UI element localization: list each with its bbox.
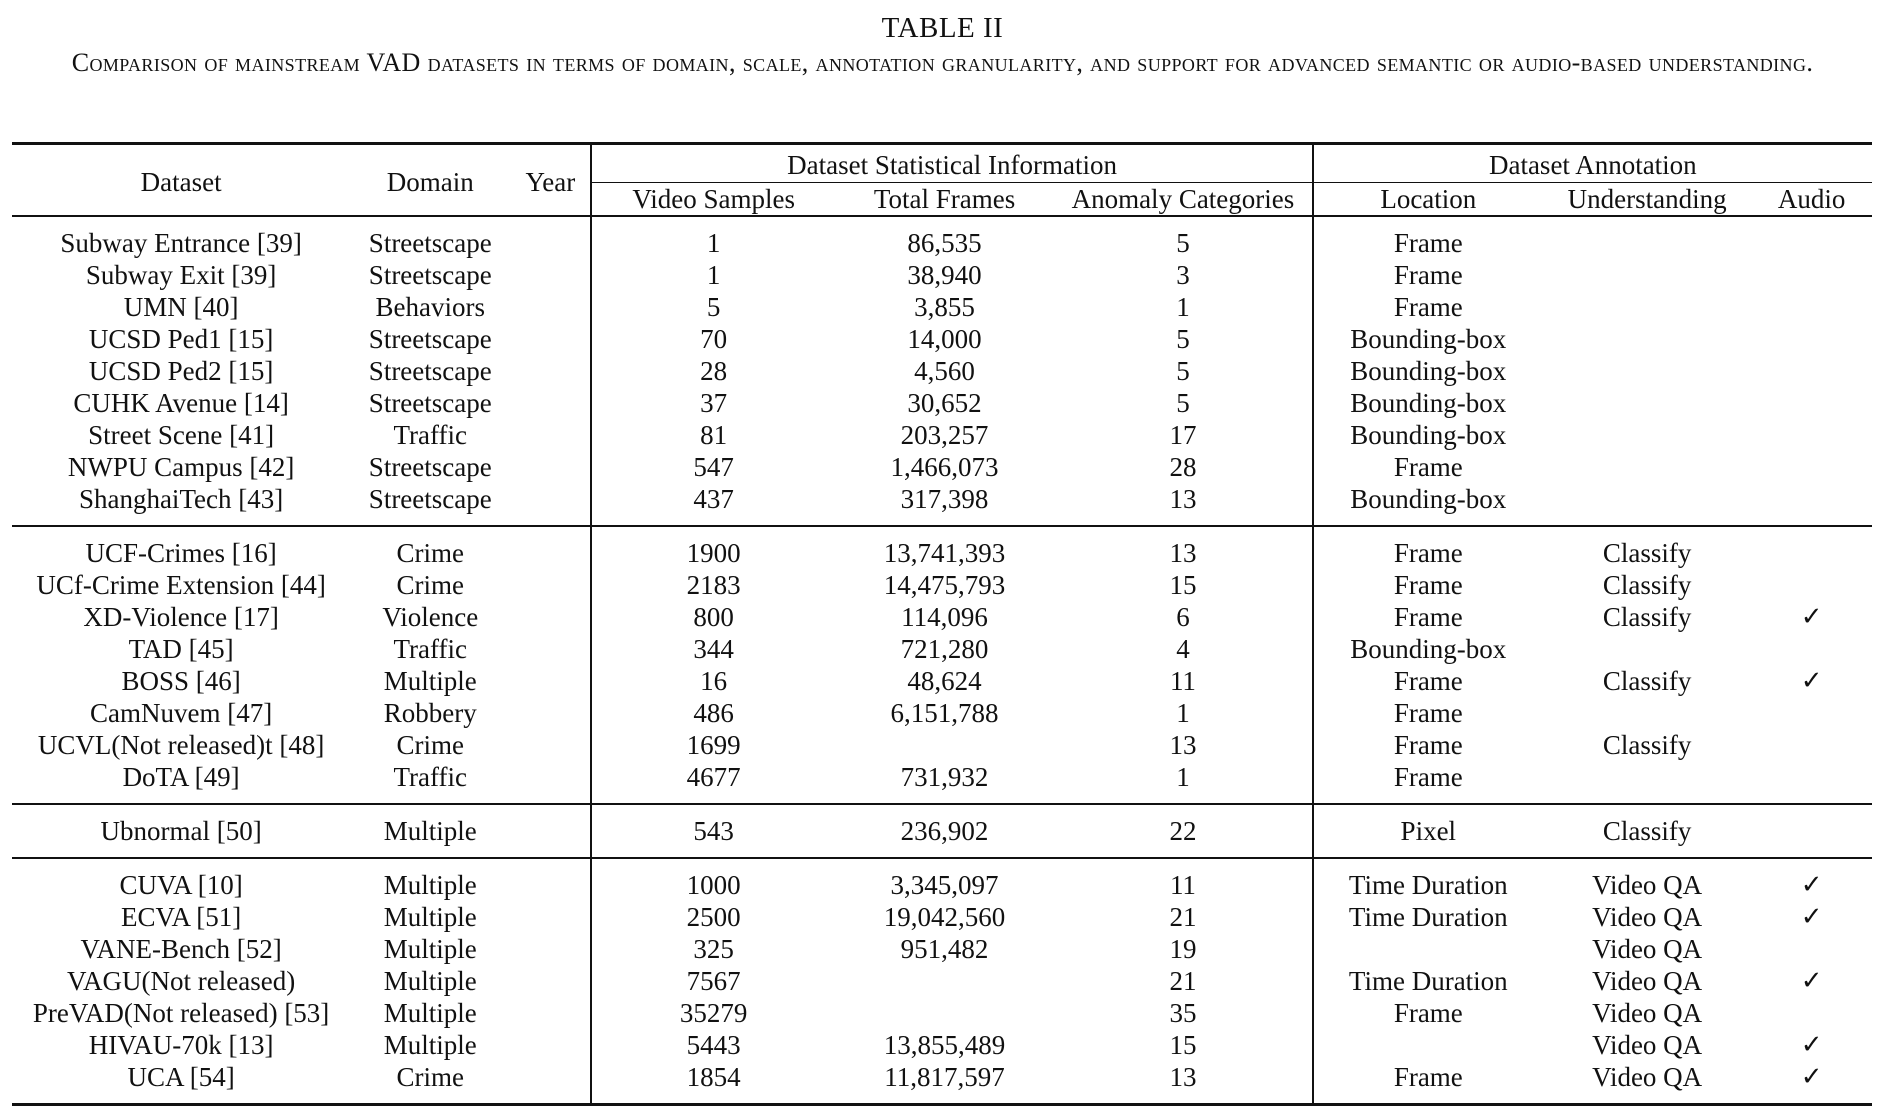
cell-anomaly-categories: 17 bbox=[1169, 420, 1197, 450]
cell-video-samples: 2500 bbox=[591, 901, 834, 933]
cell-year bbox=[510, 227, 591, 259]
cell-video-samples: 437 bbox=[591, 483, 834, 515]
cell-understanding: Video QA bbox=[1592, 902, 1703, 932]
cell-domain: Robbery bbox=[383, 698, 477, 728]
cell-total-frames: 19,042,560 bbox=[883, 902, 1006, 932]
group-separator bbox=[12, 847, 1872, 858]
cell-understanding: Classify bbox=[1602, 602, 1692, 632]
cell-total-frames: 731,932 bbox=[900, 762, 989, 792]
cell-year bbox=[510, 1061, 591, 1093]
table-row bbox=[12, 537, 1872, 569]
cell-dataset: Ubnormal [50] bbox=[100, 816, 262, 846]
cell-domain: Multiple bbox=[383, 966, 477, 996]
cell-video-samples: 70 bbox=[591, 323, 834, 355]
cell-location: Frame bbox=[1313, 761, 1543, 793]
cell-audio bbox=[1751, 451, 1872, 483]
group-separator bbox=[12, 793, 1872, 804]
cell-total-frames bbox=[835, 729, 1054, 761]
cell-video-samples: 1900 bbox=[591, 537, 834, 569]
cell-domain: Behaviors bbox=[375, 292, 485, 322]
cell-audio bbox=[1751, 729, 1872, 761]
cell-domain: Traffic bbox=[393, 634, 468, 664]
cell-location bbox=[1313, 933, 1543, 965]
cell-dataset: UMN [40] bbox=[123, 292, 239, 322]
cell-audio bbox=[1751, 291, 1872, 323]
group-spacer bbox=[12, 216, 1872, 227]
cell-domain: Streetscape bbox=[368, 228, 492, 258]
cell-year bbox=[510, 1029, 591, 1061]
cell-dataset: UCSD Ped1 [15] bbox=[88, 324, 274, 354]
cell-understanding bbox=[1543, 387, 1751, 419]
cell-total-frames: 11,817,597 bbox=[884, 1062, 1005, 1092]
cell-video-samples: 1000 bbox=[591, 869, 834, 901]
cell-year bbox=[510, 291, 591, 323]
cell-year bbox=[510, 451, 591, 483]
cell-total-frames: 6,151,788 bbox=[890, 698, 999, 728]
table-number: TABLE II bbox=[881, 12, 1004, 44]
cell-domain: Streetscape bbox=[368, 356, 492, 386]
cell-total-frames: 14,475,793 bbox=[883, 570, 1006, 600]
cell-location: Frame bbox=[1313, 451, 1543, 483]
cell-year bbox=[510, 665, 591, 697]
cell-dataset: Subway Exit [39] bbox=[85, 260, 277, 290]
cell-total-frames: 721,280 bbox=[900, 634, 989, 664]
cell-domain: Crime bbox=[396, 538, 465, 568]
cell-domain: Streetscape bbox=[368, 388, 492, 418]
cell-domain: Multiple bbox=[383, 1030, 477, 1060]
cell-audio bbox=[1751, 483, 1872, 515]
cell-dataset: UCSD Ped2 [15] bbox=[88, 356, 274, 386]
cell-total-frames: 1,466,073 bbox=[890, 452, 999, 482]
cell-domain: Multiple bbox=[383, 666, 477, 696]
cell-location: Bounding-box bbox=[1313, 419, 1543, 451]
cell-audio bbox=[1751, 323, 1872, 355]
table-row bbox=[12, 761, 1872, 793]
cell-audio: ✓ bbox=[1800, 602, 1823, 632]
cell-dataset: UCVL(Not released)t [48] bbox=[37, 730, 325, 760]
table-row bbox=[12, 729, 1872, 761]
cell-total-frames: 4,560 bbox=[914, 356, 975, 386]
table-row bbox=[12, 697, 1872, 729]
cell-domain: Violence bbox=[382, 602, 479, 632]
cell-domain: Streetscape bbox=[368, 260, 492, 290]
cell-understanding bbox=[1543, 761, 1751, 793]
table-row bbox=[12, 323, 1872, 355]
cell-audio bbox=[1751, 537, 1872, 569]
table-row bbox=[12, 355, 1872, 387]
cell-understanding bbox=[1543, 323, 1751, 355]
cell-audio: ✓ bbox=[1800, 666, 1823, 696]
cell-audio: ✓ bbox=[1800, 870, 1823, 900]
cell-dataset: Street Scene [41] bbox=[88, 420, 275, 450]
cell-audio bbox=[1751, 997, 1872, 1029]
cell-video-samples: 800 bbox=[591, 601, 834, 633]
table-row bbox=[12, 601, 1872, 633]
cell-year bbox=[510, 869, 591, 901]
cell-anomaly-categories: 3 bbox=[1176, 260, 1190, 290]
header-group-annotation: Dataset Annotation bbox=[1313, 144, 1872, 183]
cell-dataset: PreVAD(Not released) [53] bbox=[32, 998, 330, 1028]
group-spacer bbox=[12, 804, 1872, 815]
cell-year bbox=[510, 901, 591, 933]
cell-domain: Crime bbox=[396, 730, 465, 760]
cell-video-samples: 37 bbox=[591, 387, 834, 419]
cell-audio bbox=[1751, 227, 1872, 259]
cell-location: Time Duration bbox=[1313, 869, 1543, 901]
cell-dataset: HIVAU-70k [13] bbox=[88, 1030, 274, 1060]
cell-domain: Multiple bbox=[383, 870, 477, 900]
cell-total-frames: 951,482 bbox=[900, 934, 989, 964]
cell-anomaly-categories: 21 bbox=[1169, 966, 1197, 996]
cell-location: Bounding-box bbox=[1313, 323, 1543, 355]
cell-anomaly-categories: 4 bbox=[1176, 634, 1190, 664]
cell-total-frames: 317,398 bbox=[900, 484, 989, 514]
cell-location: Frame bbox=[1313, 227, 1543, 259]
cell-anomaly-categories: 21 bbox=[1169, 902, 1197, 932]
cell-video-samples: 16 bbox=[591, 665, 834, 697]
cell-understanding bbox=[1543, 291, 1751, 323]
cell-video-samples: 543 bbox=[591, 815, 834, 847]
cell-anomaly-categories: 13 bbox=[1169, 538, 1197, 568]
table-row bbox=[12, 869, 1872, 901]
cell-domain: Traffic bbox=[393, 420, 468, 450]
cell-total-frames: 3,855 bbox=[914, 292, 975, 322]
table-row bbox=[12, 569, 1872, 601]
cell-dataset: Subway Entrance [39] bbox=[60, 228, 302, 258]
cell-video-samples: 486 bbox=[591, 697, 834, 729]
cell-domain: Traffic bbox=[393, 762, 468, 792]
cell-location: Pixel bbox=[1313, 815, 1543, 847]
cell-audio bbox=[1751, 815, 1872, 847]
cell-anomaly-categories: 28 bbox=[1169, 452, 1197, 482]
cell-year bbox=[510, 601, 591, 633]
header-anomaly-categories: Anomaly Categories bbox=[1071, 183, 1295, 214]
cell-total-frames: 30,652 bbox=[907, 388, 982, 418]
cell-anomaly-categories: 15 bbox=[1169, 570, 1197, 600]
cell-audio: ✓ bbox=[1800, 902, 1823, 932]
header-audio: Audio bbox=[1777, 183, 1846, 214]
header-year: Year bbox=[510, 144, 591, 217]
cell-understanding: Classify bbox=[1602, 730, 1692, 760]
cell-video-samples: 5443 bbox=[591, 1029, 834, 1061]
cell-video-samples: 1854 bbox=[591, 1061, 834, 1093]
cell-dataset: UCA [54] bbox=[127, 1062, 235, 1092]
cell-anomaly-categories: 11 bbox=[1169, 666, 1196, 696]
cell-total-frames: 3,345,097 bbox=[890, 870, 999, 900]
group-spacer bbox=[12, 858, 1872, 869]
cell-domain: Multiple bbox=[383, 816, 477, 846]
cell-anomaly-categories: 1 bbox=[1176, 292, 1190, 322]
table-row bbox=[12, 419, 1872, 451]
cell-location: Frame bbox=[1313, 729, 1543, 761]
cell-total-frames: 38,940 bbox=[907, 260, 982, 290]
cell-anomaly-categories: 11 bbox=[1169, 870, 1196, 900]
table-row bbox=[12, 1061, 1872, 1093]
cell-anomaly-categories: 13 bbox=[1169, 730, 1197, 760]
table-header bbox=[12, 144, 1872, 217]
table-row bbox=[12, 901, 1872, 933]
header-location: Location bbox=[1313, 183, 1543, 217]
cell-year bbox=[510, 355, 591, 387]
cell-audio: ✓ bbox=[1800, 1062, 1823, 1092]
cell-year bbox=[510, 323, 591, 355]
cell-location: Bounding-box bbox=[1313, 387, 1543, 419]
cell-anomaly-categories: 13 bbox=[1169, 1062, 1197, 1092]
cell-audio bbox=[1751, 419, 1872, 451]
cell-dataset: VAGU(Not released) bbox=[67, 966, 296, 996]
cell-dataset: DoTA [49] bbox=[122, 762, 240, 792]
cell-domain: Multiple bbox=[383, 902, 477, 932]
cell-domain: Multiple bbox=[383, 998, 477, 1028]
table-row bbox=[12, 259, 1872, 291]
cell-total-frames: 114,096 bbox=[901, 602, 988, 632]
cell-understanding: Video QA bbox=[1592, 1062, 1703, 1092]
cell-year bbox=[510, 729, 591, 761]
cell-audio bbox=[1751, 259, 1872, 291]
cell-dataset: XD-Violence [17] bbox=[83, 602, 279, 632]
cell-audio bbox=[1751, 569, 1872, 601]
cell-anomaly-categories: 22 bbox=[1169, 816, 1197, 846]
cell-dataset: BOSS [46] bbox=[121, 666, 241, 696]
cell-dataset: ShanghaiTech [43] bbox=[78, 484, 284, 514]
cell-location: Frame bbox=[1313, 1061, 1543, 1093]
cell-video-samples: 5 bbox=[591, 291, 834, 323]
cell-understanding: Classify bbox=[1602, 538, 1692, 568]
group-separator bbox=[12, 515, 1872, 526]
cell-understanding: Video QA bbox=[1592, 998, 1703, 1028]
cell-video-samples: 35279 bbox=[591, 997, 834, 1029]
cell-understanding bbox=[1543, 697, 1751, 729]
cell-year bbox=[510, 259, 591, 291]
cell-anomaly-categories: 19 bbox=[1169, 934, 1197, 964]
cell-understanding bbox=[1543, 483, 1751, 515]
cell-video-samples: 1 bbox=[591, 259, 834, 291]
cell-understanding: Video QA bbox=[1592, 934, 1703, 964]
cell-domain: Crime bbox=[396, 570, 465, 600]
cell-year bbox=[510, 419, 591, 451]
cell-understanding bbox=[1543, 419, 1751, 451]
header-total-frames: Total Frames bbox=[873, 183, 1016, 214]
cell-understanding bbox=[1543, 451, 1751, 483]
header-group-statistics: Dataset Statistical Information bbox=[591, 144, 1312, 183]
cell-audio bbox=[1751, 761, 1872, 793]
cell-year bbox=[510, 815, 591, 847]
cell-understanding: Classify bbox=[1602, 666, 1692, 696]
cell-year bbox=[510, 387, 591, 419]
group-separator bbox=[12, 1093, 1872, 1105]
cell-total-frames: 236,902 bbox=[900, 816, 989, 846]
table-row bbox=[12, 965, 1872, 997]
cell-anomaly-categories: 5 bbox=[1176, 228, 1190, 258]
table-row bbox=[12, 997, 1872, 1029]
cell-location: Frame bbox=[1313, 569, 1543, 601]
cell-domain: Streetscape bbox=[368, 484, 492, 514]
table-body bbox=[12, 216, 1872, 1105]
cell-dataset: CUVA [10] bbox=[119, 870, 243, 900]
cell-location: Bounding-box bbox=[1313, 483, 1543, 515]
cell-anomaly-categories: 5 bbox=[1176, 388, 1190, 418]
cell-total-frames: 203,257 bbox=[900, 420, 989, 450]
cell-understanding bbox=[1543, 633, 1751, 665]
cell-anomaly-categories: 35 bbox=[1169, 998, 1197, 1028]
cell-dataset: UCF-Crimes [16] bbox=[85, 538, 277, 568]
table-row bbox=[12, 633, 1872, 665]
cell-domain: Crime bbox=[396, 1062, 465, 1092]
cell-dataset: VANE-Bench [52] bbox=[80, 934, 282, 964]
cell-understanding: Video QA bbox=[1592, 966, 1703, 996]
cell-total-frames bbox=[835, 997, 1054, 1029]
cell-understanding: Classify bbox=[1602, 816, 1692, 846]
table-row bbox=[12, 451, 1872, 483]
cell-year bbox=[510, 997, 591, 1029]
cell-video-samples: 1 bbox=[591, 227, 834, 259]
cell-year bbox=[510, 569, 591, 601]
header-video-samples: Video Samples bbox=[591, 183, 834, 217]
cell-location: Bounding-box bbox=[1313, 633, 1543, 665]
table-caption-text: Comparison of mainstream VAD datasets in terms of domain, scale, annotation granularity, and support for advanced semantic or audio-based understanding. bbox=[71, 48, 1814, 77]
cell-year bbox=[510, 633, 591, 665]
cell-total-frames: 13,741,393 bbox=[883, 538, 1006, 568]
cell-audio bbox=[1751, 697, 1872, 729]
cell-year bbox=[510, 537, 591, 569]
cell-video-samples: 547 bbox=[591, 451, 834, 483]
cell-video-samples: 4677 bbox=[591, 761, 834, 793]
cell-location: Frame bbox=[1313, 697, 1543, 729]
cell-understanding: Video QA bbox=[1592, 870, 1703, 900]
table-row bbox=[12, 815, 1872, 847]
cell-total-frames: 48,624 bbox=[907, 666, 982, 696]
cell-location: Frame bbox=[1313, 997, 1543, 1029]
table-row bbox=[12, 483, 1872, 515]
cell-anomaly-categories: 1 bbox=[1176, 698, 1190, 728]
cell-domain: Streetscape bbox=[368, 452, 492, 482]
cell-video-samples: 325 bbox=[591, 933, 834, 965]
cell-location: Frame bbox=[1313, 291, 1543, 323]
cell-dataset: UCf-Crime Extension [44] bbox=[36, 570, 326, 600]
header-domain: Domain bbox=[350, 144, 510, 217]
cell-audio bbox=[1751, 387, 1872, 419]
table-row bbox=[12, 665, 1872, 697]
cell-video-samples: 1699 bbox=[591, 729, 834, 761]
cell-anomaly-categories: 13 bbox=[1169, 484, 1197, 514]
cell-year bbox=[510, 761, 591, 793]
cell-domain: Streetscape bbox=[368, 324, 492, 354]
cell-understanding: Video QA bbox=[1592, 1030, 1703, 1060]
cell-dataset: ECVA [51] bbox=[120, 902, 242, 932]
table-row bbox=[12, 291, 1872, 323]
cell-total-frames: 13,855,489 bbox=[883, 1030, 1006, 1060]
cell-anomaly-categories: 6 bbox=[1176, 602, 1190, 632]
cell-video-samples: 7567 bbox=[591, 965, 834, 997]
cell-location: Time Duration bbox=[1313, 965, 1543, 997]
cell-anomaly-categories: 5 bbox=[1176, 324, 1190, 354]
cell-audio bbox=[1751, 355, 1872, 387]
cell-year bbox=[510, 697, 591, 729]
cell-video-samples: 2183 bbox=[591, 569, 834, 601]
cell-location: Frame bbox=[1313, 537, 1543, 569]
cell-year bbox=[510, 483, 591, 515]
table-row bbox=[12, 933, 1872, 965]
header-understanding: Understanding bbox=[1567, 183, 1727, 214]
cell-total-frames: 86,535 bbox=[907, 228, 982, 258]
cell-location: Time Duration bbox=[1313, 901, 1543, 933]
group-spacer bbox=[12, 526, 1872, 537]
cell-location: Frame bbox=[1313, 601, 1543, 633]
cell-understanding bbox=[1543, 259, 1751, 291]
cell-year bbox=[510, 933, 591, 965]
table-row bbox=[12, 387, 1872, 419]
cell-audio bbox=[1751, 933, 1872, 965]
cell-location bbox=[1313, 1029, 1543, 1061]
cell-domain: Multiple bbox=[383, 934, 477, 964]
cell-understanding bbox=[1543, 355, 1751, 387]
cell-understanding bbox=[1543, 227, 1751, 259]
cell-video-samples: 28 bbox=[591, 355, 834, 387]
cell-audio: ✓ bbox=[1800, 1030, 1823, 1060]
cell-total-frames: 14,000 bbox=[907, 324, 982, 354]
cell-anomaly-categories: 15 bbox=[1169, 1030, 1197, 1060]
header-dataset: Dataset bbox=[12, 144, 350, 217]
cell-anomaly-categories: 5 bbox=[1176, 356, 1190, 386]
cell-dataset: CamNuvem [47] bbox=[90, 698, 273, 728]
table-row bbox=[12, 1029, 1872, 1061]
cell-location: Frame bbox=[1313, 665, 1543, 697]
table-row bbox=[12, 227, 1872, 259]
cell-total-frames bbox=[835, 965, 1054, 997]
cell-dataset: NWPU Campus [42] bbox=[67, 452, 295, 482]
cell-video-samples: 81 bbox=[591, 419, 834, 451]
cell-understanding: Classify bbox=[1602, 570, 1692, 600]
cell-location: Frame bbox=[1313, 259, 1543, 291]
cell-year bbox=[510, 965, 591, 997]
cell-audio: ✓ bbox=[1800, 966, 1823, 996]
dataset-comparison-table bbox=[12, 142, 1872, 1106]
cell-location: Bounding-box bbox=[1313, 355, 1543, 387]
cell-video-samples: 344 bbox=[591, 633, 834, 665]
cell-anomaly-categories: 1 bbox=[1176, 762, 1190, 792]
cell-dataset: TAD [45] bbox=[128, 634, 234, 664]
cell-dataset: CUHK Avenue [14] bbox=[73, 388, 289, 418]
cell-audio bbox=[1751, 633, 1872, 665]
